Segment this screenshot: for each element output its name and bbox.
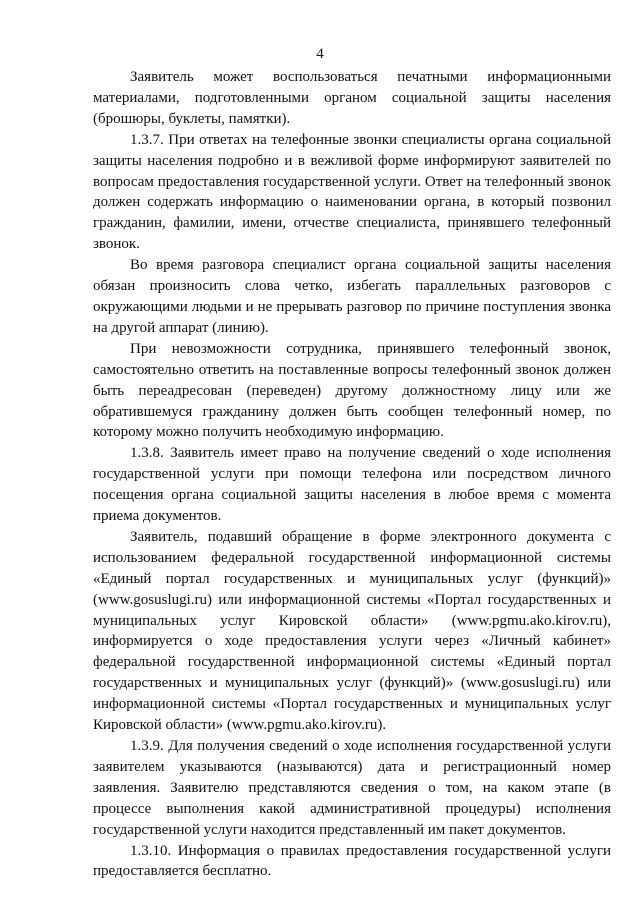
paragraph-conversation-rules: Во время разговора специалист органа социальной защиты населения обязан произносить слова четко, избегать параллельных разговоров с окружающими людьми и не прерывать разговор по причине поступления звонка на другой аппарат (линию). — [93, 257, 611, 336]
paragraph-1-3-10: 1.3.10. Информация о правилах предоставления государственной услуги предоставляется бесплатно. — [93, 842, 611, 880]
paragraph-1-3-7: 1.3.7. При ответах на телефонные звонки специалисты органа социальной защиты населения подробно и в вежливой форме информируют заявителей по вопросам предоставления государственной услуги. Ответ на телефонный звонок должен содержать информацию о наименовании органа, в который позвонил гражданин, фамилии, имени, отчестве специалиста, принявшего телефонный звонок. — [93, 131, 611, 253]
paragraph-printed-materials: Заявитель может воспользоваться печатными информационными материалами, подготовленными органом социальной защиты населения (брошюры, буклеты, памятки). — [93, 69, 611, 127]
paragraph-electronic-request: Заявитель, подавший обращение в форме электронного документа с использованием федеральной государственной информационной системы «Единый портал государственных и муниципальных услуг (функций)» (www.gosuslugi.ru) или информационной системы «Портал государственных и муниципальных услуг Кировской области» (www.pgmu.ako.kirov.ru), информируется о ходе предоставления услуги через «Личный кабинет» федеральной государственной информационной системы «Единый портал государственных и муниципальных услуг (функций)» (www.gosuslugi.ru) или информационной системы «Портал государственных и муниципальных услуг Кировской области» (www.pgmu.ako.kirov.ru). — [93, 528, 611, 734]
paragraph-1-3-9: 1.3.9. Для получения сведений о ходе исполнения государственной услуги заявителем указываются (называются) дата и регистрационный номер заявления. Заявителю представляются сведения о том, на каком этапе (в процессе выполнения какой административной процедуры) исполнения государственной услуги находится представленный им пакет документов. — [93, 738, 611, 838]
page-number: 4 — [316, 46, 324, 62]
paragraph-call-redirect: При невозможности сотрудника, принявшего телефонный звонок, самостоятельно ответить на поставленные вопросы телефонный звонок должен быть переадресован (переведен) другому должностному лицу или же обратившемуся гражданину должен быть сообщен телефонный номер, по которому можно получить необходимую информацию. — [93, 340, 611, 441]
document-body — [93, 67, 611, 882]
paragraph-1-3-8: 1.3.8. Заявитель имеет право на получение сведений о ходе исполнения государственной услуги при помощи телефона или посредством личного посещения органа социальной защиты населения в любое время с момента приема документов. — [93, 445, 611, 525]
